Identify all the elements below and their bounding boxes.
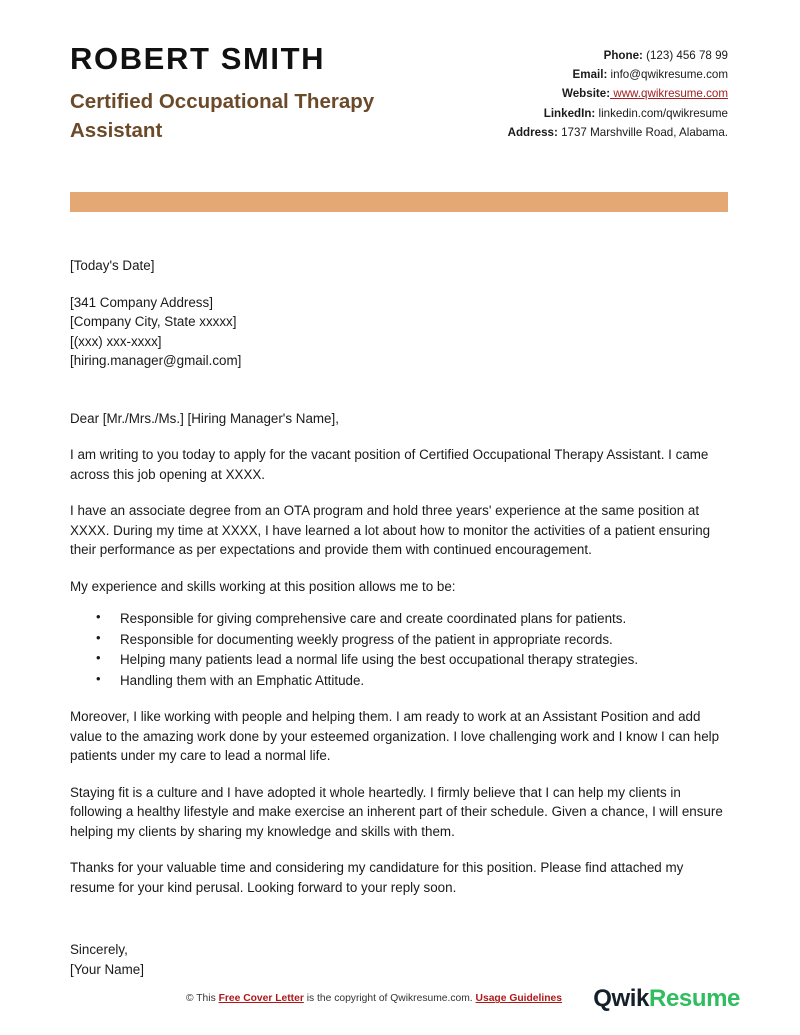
- recipient-address-line-4: [hiring.manager@gmail.com]: [70, 353, 242, 369]
- footer-link-free-cover-letter[interactable]: Free Cover Letter: [218, 993, 304, 1005]
- list-item: • Helping many patients lead a normal life using the best occupational therapy strategies.: [120, 650, 728, 670]
- contact-row-phone: [508, 46, 728, 65]
- skills-list: [70, 609, 728, 690]
- closing-salutation: Sincerely,: [70, 942, 128, 958]
- header-accent-bar: [70, 192, 728, 212]
- qwikresume-logo[interactable]: [593, 985, 764, 1013]
- applicant-name: ROBERT SMITH: [70, 41, 326, 76]
- body-paragraph-2: I have an associate degree from an OTA program and hold three years' experience at the same position at XXXX. During my time at XXXX, I have learned a lot about how to monitor the activities of a patient ensuring their performance as per expectations and provide them with continued encouragement.: [70, 503, 711, 558]
- contact-value-linkedin: linkedin.com/qwikresume: [595, 106, 728, 120]
- list-item: • Responsible for giving comprehensive care and create coordinated plans for patients.: [120, 609, 728, 629]
- footer-link-usage-guidelines[interactable]: Usage Guidelines: [475, 993, 562, 1005]
- recipient-address-line-2: [Company City, State xxxxx]: [70, 314, 237, 330]
- contact-value-website-link[interactable]: www.qwikresume.com: [610, 87, 728, 101]
- footer-middle-text: is the copyright of Qwikresume.com.: [303, 993, 476, 1005]
- contact-value-address: 1737 Marshville Road, Alabama.: [557, 125, 728, 139]
- letter-date: [Today's Date]: [70, 257, 155, 273]
- logo-text-qwik: Qwik: [593, 985, 650, 1012]
- signature-name: [Your Name]: [70, 961, 144, 977]
- contact-row-linkedin: [508, 104, 728, 123]
- skills-list-intro: My experience and skills working at this position allows me to be:: [70, 578, 456, 594]
- footer-prefix: © This: [186, 993, 219, 1005]
- recipient-address-line-3: [(xxx) xxx-xxxx]: [70, 333, 162, 349]
- contact-label-address: Address:: [507, 125, 558, 139]
- letter-body: [0, 256, 800, 979]
- contact-value-email: info@qwikresume.com: [607, 68, 728, 82]
- logo-text-resume: Resume: [649, 985, 740, 1012]
- recipient-block: [70, 256, 728, 371]
- contact-row-email: [508, 65, 728, 84]
- page-footer: [0, 985, 800, 1013]
- contact-label-website: Website:: [561, 87, 611, 101]
- body-paragraph-4: Staying fit is a culture and I have adopted it whole heartedly. I firmly believe that I can help my clients in following a healthy lifestyle and make exercise an inherent part of their schedule. Given a chance, I will ensure helping my clients by sharing my knowledge and skills with them.: [70, 784, 723, 839]
- contact-row-website: [508, 84, 728, 103]
- letter-header: [0, 0, 800, 145]
- contact-label-phone: Phone:: [603, 49, 643, 62]
- applicant-job-title: Certified Occupational Therapy Assistant: [70, 89, 375, 142]
- body-paragraph-3: Moreover, I like working with people and helping them. I am ready to work at an Assistant Position and add value to the amazing work done by your esteemed organization. I love challenging work and I know I can help patients under my care to lead a normal life.: [70, 709, 720, 764]
- salutation: Dear [Mr./Mrs./Ms.] [Hiring Manager's Name],: [70, 410, 339, 426]
- contact-info-block: [508, 42, 728, 142]
- footer-copyright: [186, 992, 562, 1005]
- body-paragraph-1: I am writing to you today to apply for the vacant position of Certified Occupational Therapy Assistant. I came across this job opening at XXXX.: [70, 447, 709, 482]
- contact-label-email: Email:: [572, 68, 608, 82]
- contact-value-phone: (123) 456 78 99: [642, 49, 728, 62]
- recipient-address-line-1: [341 Company Address]: [70, 294, 213, 310]
- body-paragraph-5: Thanks for your valuable time and considering my candidature for this position. Please find attached my resume for your kind perusal. Looking forward to your reply soon.: [70, 860, 684, 895]
- list-item: • Responsible for documenting weekly progress of the patient in appropriate records.: [120, 630, 728, 650]
- contact-row-address: [508, 123, 728, 142]
- contact-label-linkedin: LinkedIn:: [543, 106, 596, 120]
- list-item: • Handling them with an Emphatic Attitude.: [120, 671, 728, 691]
- signature-block: [70, 940, 728, 979]
- header-identity: [70, 42, 440, 145]
